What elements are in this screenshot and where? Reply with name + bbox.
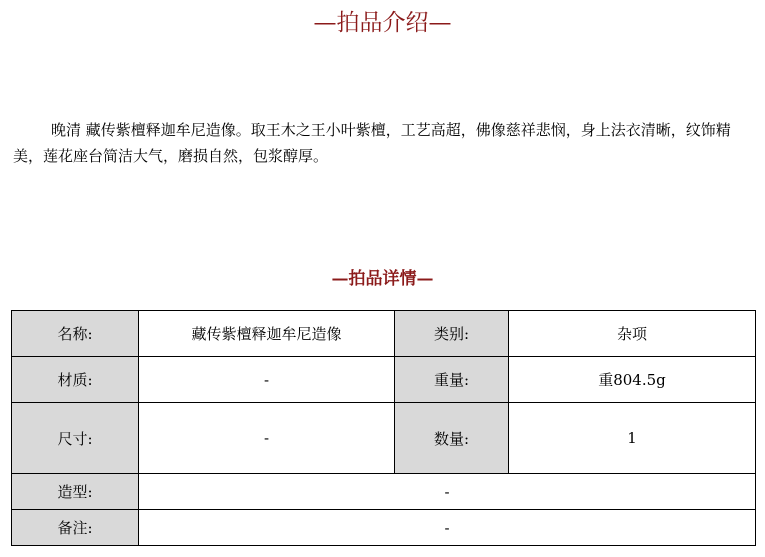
quantity-value: 1 bbox=[509, 403, 756, 474]
category-value: 杂项 bbox=[509, 311, 756, 357]
table-row bbox=[12, 474, 756, 510]
name-value: 藏传紫檀释迦牟尼造像 bbox=[139, 311, 395, 357]
quantity-label: 数量: bbox=[395, 403, 509, 474]
table-row bbox=[12, 357, 756, 403]
lot-details-table bbox=[11, 310, 756, 546]
table-row bbox=[12, 510, 756, 546]
table-row bbox=[12, 311, 756, 357]
lot-intro-title: —拍品介绍— bbox=[313, 10, 452, 36]
name-label: 名称: bbox=[12, 311, 139, 357]
category-label: 类别: bbox=[395, 311, 509, 357]
shape-label: 造型: bbox=[12, 474, 139, 510]
weight-value: 重804.5g bbox=[509, 357, 756, 403]
shape-value: - bbox=[139, 474, 756, 510]
material-value: - bbox=[139, 357, 395, 403]
notes-label: 备注: bbox=[12, 510, 139, 546]
lot-intro-text: 晚清 藏传紫檀释迦牟尼造像。取王木之王小叶紫檀，工艺高超，佛像慈祥悲悯，身上法衣清晰，纹饰精美，莲花座台简洁大气，磨损自然，包浆醇厚。 bbox=[13, 121, 731, 165]
size-value: - bbox=[139, 403, 395, 474]
size-label: 尺寸: bbox=[12, 403, 139, 474]
table-row bbox=[12, 403, 756, 474]
material-label: 材质: bbox=[12, 357, 139, 403]
notes-value: - bbox=[139, 510, 756, 546]
lot-details-title: —拍品详情— bbox=[331, 269, 434, 289]
weight-label: 重量: bbox=[395, 357, 509, 403]
